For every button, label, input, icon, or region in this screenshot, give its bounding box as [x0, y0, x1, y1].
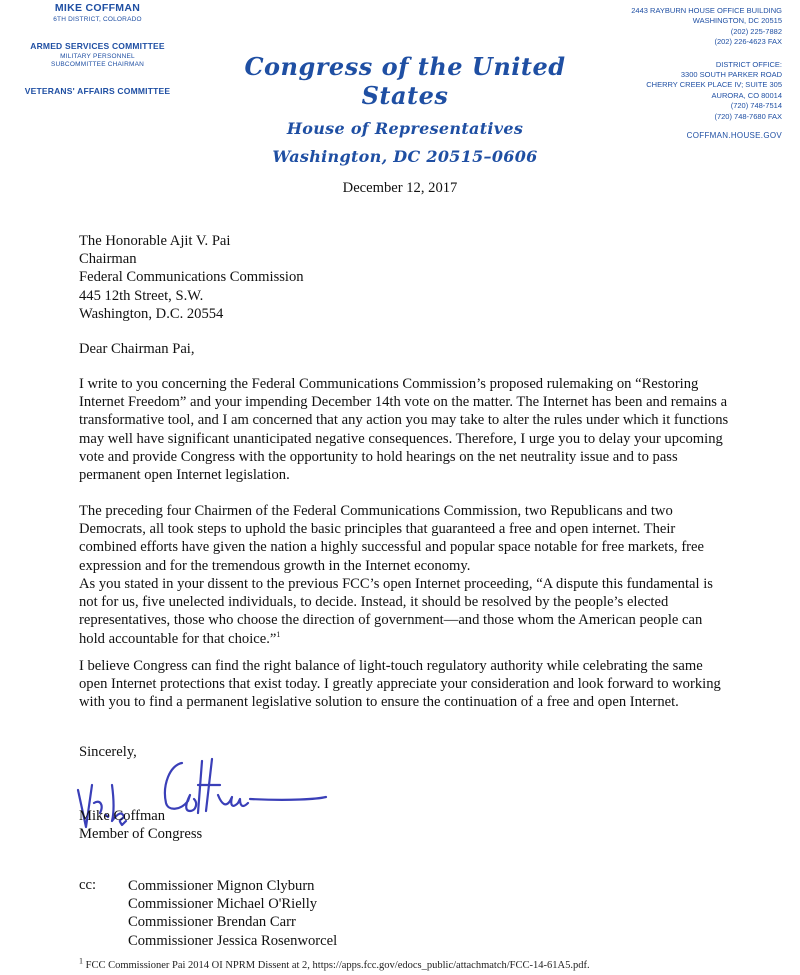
body-paragraph-3-text: As you stated in your dissent to the previous FCC’s open Internet proceeding, “A dispute this fundamental is not for us, five unelected individuals, to decide. Instead, it should be resolved by the people’s elected representatives, those who choose the direction of government—and those whom the American people can hold accountable for that choice.”	[79, 576, 713, 647]
district-phone: (720) 748-7514	[730, 101, 782, 111]
footnote-ref: 1	[276, 629, 281, 639]
cc-recipient: Commissioner Michael O'Rielly	[128, 896, 318, 913]
dc-phone: (202) 225-7882	[730, 26, 782, 36]
district-city: AURORA, CO 80014	[711, 90, 782, 100]
body-paragraph-4: I believe Congress can find the right balance of light-touch regulatory authority while celebrating the same open Internet protections that exist today. I greatly appreciate your consideration and look forward to working with you to find a permanent legislative solution to ensure the continuation of a free and open Internet.	[79, 658, 721, 711]
committee-armed-services: ARMED SERVICES COMMITTEE	[30, 41, 165, 51]
cc-label: cc:	[79, 877, 97, 893]
signer-title: Member of Congress	[79, 826, 203, 842]
body-paragraph-2: The preceding four Chairmen of the Federal Communications Commission, two Republicans and two Democrats, all took steps to uphold the basic principles that guaranteed a free and open internet. Their combined efforts have given the nation a highly successful and popular space notable for free markets, free expression and for the tremendous growth in the Internet economy.	[79, 503, 705, 574]
district-address-2: CHERRY CREEK PLACE IV; SUITE 305	[646, 80, 782, 90]
signer-name: Mike Coffman	[79, 808, 166, 824]
valediction: Sincerely,	[79, 744, 137, 760]
dc-fax: (202) 226-4623 FAX	[714, 37, 782, 47]
committee-veterans-affairs: VETERANS' AFFAIRS COMMITTEE	[24, 86, 171, 96]
salutation: Dear Chairman Pai,	[79, 341, 195, 357]
recipient-title: Chairman	[79, 251, 137, 268]
footnote	[79, 956, 590, 971]
recipient-name: The Honorable Ajit V. Pai	[79, 233, 231, 249]
cc-recipient: Commissioner Mignon Clyburn	[128, 878, 315, 894]
washington-zip: Washington, DC 20515–0606	[272, 147, 538, 166]
cc-recipient: Commissioner Jessica Rosenworcel	[128, 932, 338, 949]
congress-title: Congress of the United States	[244, 52, 566, 110]
body-paragraph-1: I write to you concerning the Federal Communications Commission’s proposed rulemaking on “Restoring Internet Freedom” and your impending December 14th vote on the matter. The Internet has been and remains a transformative tool, and I am concerned that any action you may take to alter the rules under which it functions may well have significant unanticipated negative consequences. Therefore, I urge you to delay your upcoming vote and provide Congress with the opportunity to hold hearings on the net neutrality issue and to pass permanent open Internet legislation.	[79, 376, 729, 484]
district-address-1: 3300 SOUTH PARKER ROAD	[680, 70, 782, 80]
dc-city: WASHINGTON, DC 20515	[692, 16, 782, 26]
recipient-address	[79, 232, 729, 323]
letterhead-center	[215, 52, 595, 166]
house-title: House of Representatives	[286, 119, 524, 138]
member-name: MIKE COFFMAN	[54, 2, 141, 14]
cc-recipient: Commissioner Brendan Carr	[128, 914, 296, 931]
footnote-marker: 1	[79, 956, 83, 966]
recipient-street: 445 12th Street, S.W.	[79, 287, 204, 304]
subcommittee-military-personnel: MILITARY PERSONNEL	[60, 53, 135, 60]
member-district: 6TH DISTRICT, COLORADO	[53, 16, 142, 23]
footnote-text[interactable]: FCC Commissioner Pai 2014 OI NPRM Dissent at 2, https://apps.fcc.gov/edocs_public/attachmatch/FCC-14-61A5.pdf.	[83, 960, 590, 971]
letter-date: December 12, 2017	[342, 180, 458, 196]
subcommittee-chairman: SUBCOMMITTEE CHAIRMAN	[50, 61, 145, 68]
recipient-org: Federal Communications Commission	[79, 269, 304, 286]
district-office-label: DISTRICT OFFICE:	[715, 59, 782, 69]
letterhead-right	[592, 6, 782, 141]
cc-list	[128, 877, 337, 950]
letterhead-left	[0, 2, 195, 96]
district-fax: (720) 748-7680 FAX	[714, 111, 782, 121]
website-link[interactable]: COFFMAN.HOUSE.GOV	[686, 131, 782, 141]
recipient-city: Washington, D.C. 20554	[79, 305, 224, 322]
body-paragraph-3	[79, 575, 729, 648]
dc-address: 2443 RAYBURN HOUSE OFFICE BUILDING	[631, 6, 782, 15]
